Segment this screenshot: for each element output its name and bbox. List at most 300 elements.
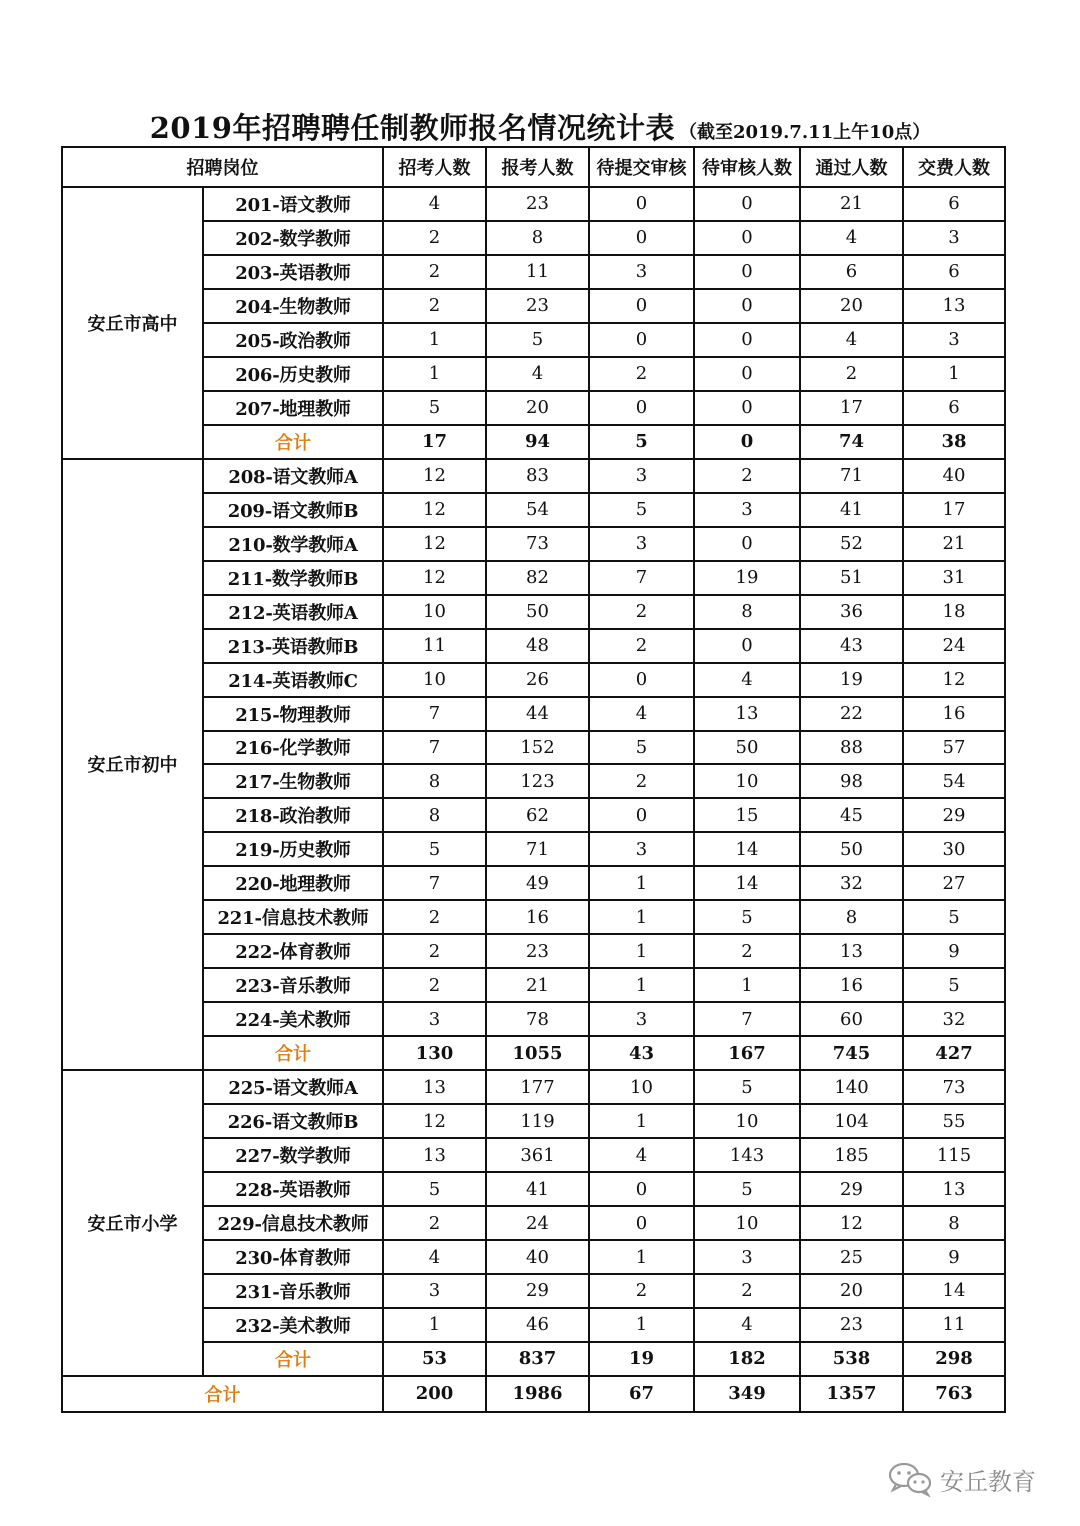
value-cell: 44 — [486, 697, 589, 731]
grand-total-value: 1986 — [486, 1376, 589, 1412]
value-cell: 71 — [486, 832, 589, 866]
value-cell: 9 — [903, 1240, 1005, 1274]
value-cell: 32 — [800, 866, 903, 900]
value-cell: 54 — [486, 493, 589, 527]
value-cell: 1 — [589, 934, 694, 968]
value-cell: 5 — [589, 493, 694, 527]
value-cell: 104 — [800, 1104, 903, 1138]
subtotal-value: 38 — [903, 425, 1005, 459]
value-cell: 98 — [800, 764, 903, 798]
table-row — [62, 934, 1005, 968]
value-cell: 13 — [903, 289, 1005, 323]
table-row — [62, 561, 1005, 595]
subtotal-label: 合计 — [203, 1342, 383, 1376]
watermark — [888, 1461, 1036, 1497]
title-subtitle: （截至2019.7.11上午10点） — [678, 122, 931, 143]
position-cell: 211-数学教师B — [203, 561, 383, 595]
position-cell: 227-数学教师 — [203, 1138, 383, 1172]
value-cell: 62 — [486, 798, 589, 832]
subtotal-value: 182 — [694, 1342, 800, 1376]
grand-total-value: 349 — [694, 1376, 800, 1412]
value-cell: 7 — [383, 866, 486, 900]
value-cell: 143 — [694, 1138, 800, 1172]
position-cell: 231-音乐教师 — [203, 1274, 383, 1308]
position-cell: 215-物理教师 — [203, 697, 383, 731]
value-cell: 0 — [694, 391, 800, 425]
value-cell: 0 — [694, 357, 800, 391]
value-cell: 19 — [694, 561, 800, 595]
value-cell: 5 — [694, 1172, 800, 1206]
value-cell: 0 — [589, 289, 694, 323]
value-cell: 0 — [694, 187, 800, 221]
subtotal-value: 167 — [694, 1036, 800, 1070]
value-cell: 1 — [589, 1104, 694, 1138]
value-cell: 0 — [694, 527, 800, 561]
value-cell: 3 — [589, 1002, 694, 1036]
value-cell: 11 — [486, 255, 589, 289]
subtotal-value: 5 — [589, 425, 694, 459]
value-cell: 4 — [800, 221, 903, 255]
value-cell: 1 — [903, 357, 1005, 391]
value-cell: 5 — [383, 391, 486, 425]
table-row — [62, 493, 1005, 527]
value-cell: 2 — [589, 1274, 694, 1308]
table-row — [62, 663, 1005, 697]
value-cell: 22 — [800, 697, 903, 731]
position-cell: 205-政治教师 — [203, 323, 383, 357]
value-cell: 26 — [486, 663, 589, 697]
value-cell: 3 — [383, 1002, 486, 1036]
value-cell: 78 — [486, 1002, 589, 1036]
position-cell: 224-美术教师 — [203, 1002, 383, 1036]
value-cell: 3 — [589, 527, 694, 561]
value-cell: 0 — [589, 187, 694, 221]
value-cell: 0 — [694, 323, 800, 357]
header-applicants: 报考人数 — [486, 147, 589, 187]
value-cell: 2 — [383, 968, 486, 1002]
value-cell: 6 — [903, 391, 1005, 425]
value-cell: 71 — [800, 459, 903, 493]
value-cell: 12 — [383, 561, 486, 595]
position-cell: 201-语文教师 — [203, 187, 383, 221]
value-cell: 10 — [589, 1070, 694, 1104]
subtotal-row — [62, 1036, 1005, 1070]
table-row — [62, 323, 1005, 357]
value-cell: 29 — [903, 798, 1005, 832]
table-row — [62, 1172, 1005, 1206]
position-cell: 216-化学教师 — [203, 731, 383, 765]
header-pending-submit: 待提交审核 — [589, 147, 694, 187]
value-cell: 17 — [903, 493, 1005, 527]
value-cell: 27 — [903, 866, 1005, 900]
grand-total-row — [62, 1376, 1005, 1412]
value-cell: 6 — [903, 255, 1005, 289]
value-cell: 43 — [800, 629, 903, 663]
value-cell: 29 — [486, 1274, 589, 1308]
value-cell: 52 — [800, 527, 903, 561]
value-cell: 3 — [589, 832, 694, 866]
value-cell: 50 — [800, 832, 903, 866]
table-row — [62, 900, 1005, 934]
value-cell: 54 — [903, 764, 1005, 798]
value-cell: 14 — [903, 1274, 1005, 1308]
subtotal-label: 合计 — [203, 1036, 383, 1070]
value-cell: 12 — [383, 459, 486, 493]
title-main: 2019年招聘聘任制教师报名情况统计表 — [149, 111, 675, 145]
position-cell: 220-地理教师 — [203, 866, 383, 900]
table-row — [62, 1070, 1005, 1104]
value-cell: 13 — [383, 1138, 486, 1172]
header-quota: 招考人数 — [383, 147, 486, 187]
table-row — [62, 798, 1005, 832]
value-cell: 3 — [694, 1240, 800, 1274]
value-cell: 45 — [800, 798, 903, 832]
value-cell: 0 — [694, 289, 800, 323]
header-row — [62, 147, 1005, 187]
value-cell: 16 — [800, 968, 903, 1002]
value-cell: 83 — [486, 459, 589, 493]
value-cell: 7 — [589, 561, 694, 595]
position-cell: 232-美术教师 — [203, 1308, 383, 1342]
position-cell: 208-语文教师A — [203, 459, 383, 493]
value-cell: 4 — [383, 187, 486, 221]
position-cell: 213-英语教师B — [203, 629, 383, 663]
subtotal-value: 94 — [486, 425, 589, 459]
value-cell: 1 — [589, 900, 694, 934]
value-cell: 8 — [383, 764, 486, 798]
value-cell: 4 — [589, 697, 694, 731]
value-cell: 3 — [903, 323, 1005, 357]
value-cell: 15 — [694, 798, 800, 832]
table-row — [62, 629, 1005, 663]
value-cell: 5 — [383, 832, 486, 866]
watermark-text: 安丘教育 — [940, 1467, 1036, 1496]
grand-total-value: 67 — [589, 1376, 694, 1412]
table-row — [62, 459, 1005, 493]
header-paid: 交费人数 — [903, 147, 1005, 187]
subtotal-label: 合计 — [203, 425, 383, 459]
value-cell: 5 — [486, 323, 589, 357]
table-row — [62, 968, 1005, 1002]
subtotal-value: 427 — [903, 1036, 1005, 1070]
value-cell: 13 — [903, 1172, 1005, 1206]
subtotal-value: 538 — [800, 1342, 903, 1376]
value-cell: 0 — [589, 798, 694, 832]
value-cell: 12 — [383, 527, 486, 561]
value-cell: 25 — [800, 1240, 903, 1274]
subtotal-value: 74 — [800, 425, 903, 459]
value-cell: 5 — [383, 1172, 486, 1206]
value-cell: 10 — [694, 764, 800, 798]
value-cell: 41 — [800, 493, 903, 527]
value-cell: 14 — [694, 832, 800, 866]
value-cell: 8 — [800, 900, 903, 934]
position-cell: 221-信息技术教师 — [203, 900, 383, 934]
value-cell: 23 — [486, 934, 589, 968]
table-row — [62, 187, 1005, 221]
header-position: 招聘岗位 — [62, 147, 383, 187]
value-cell: 73 — [903, 1070, 1005, 1104]
value-cell: 1 — [383, 357, 486, 391]
value-cell: 0 — [694, 629, 800, 663]
value-cell: 8 — [903, 1206, 1005, 1240]
position-cell: 203-英语教师 — [203, 255, 383, 289]
subtotal-value: 17 — [383, 425, 486, 459]
position-cell: 219-历史教师 — [203, 832, 383, 866]
table-row — [62, 731, 1005, 765]
value-cell: 5 — [903, 968, 1005, 1002]
position-cell: 230-体育教师 — [203, 1240, 383, 1274]
stats-table — [61, 146, 1006, 1413]
value-cell: 12 — [903, 663, 1005, 697]
value-cell: 10 — [694, 1206, 800, 1240]
value-cell: 2 — [589, 357, 694, 391]
subtotal-row — [62, 425, 1005, 459]
value-cell: 3 — [903, 221, 1005, 255]
grand-total-value: 200 — [383, 1376, 486, 1412]
position-cell: 218-政治教师 — [203, 798, 383, 832]
value-cell: 51 — [800, 561, 903, 595]
subtotal-value: 837 — [486, 1342, 589, 1376]
value-cell: 2 — [694, 1274, 800, 1308]
value-cell: 7 — [383, 731, 486, 765]
table-row — [62, 1206, 1005, 1240]
value-cell: 49 — [486, 866, 589, 900]
value-cell: 19 — [800, 663, 903, 697]
value-cell: 7 — [383, 697, 486, 731]
value-cell: 5 — [589, 731, 694, 765]
value-cell: 2 — [694, 459, 800, 493]
value-cell: 0 — [694, 221, 800, 255]
subtotal-value: 130 — [383, 1036, 486, 1070]
position-cell: 204-生物教师 — [203, 289, 383, 323]
position-cell: 214-英语教师C — [203, 663, 383, 697]
value-cell: 82 — [486, 561, 589, 595]
table-row — [62, 357, 1005, 391]
school-group-label: 安丘市初中 — [62, 459, 203, 1070]
value-cell: 5 — [694, 900, 800, 934]
page-title — [0, 106, 1080, 147]
value-cell: 4 — [383, 1240, 486, 1274]
value-cell: 13 — [694, 697, 800, 731]
subtotal-value: 53 — [383, 1342, 486, 1376]
value-cell: 0 — [589, 323, 694, 357]
table-row — [62, 1138, 1005, 1172]
value-cell: 41 — [486, 1172, 589, 1206]
value-cell: 60 — [800, 1002, 903, 1036]
value-cell: 17 — [800, 391, 903, 425]
subtotal-value: 0 — [694, 425, 800, 459]
value-cell: 29 — [800, 1172, 903, 1206]
value-cell: 13 — [800, 934, 903, 968]
value-cell: 0 — [589, 663, 694, 697]
position-cell: 222-体育教师 — [203, 934, 383, 968]
value-cell: 152 — [486, 731, 589, 765]
value-cell: 2 — [589, 629, 694, 663]
value-cell: 0 — [589, 391, 694, 425]
value-cell: 7 — [694, 1002, 800, 1036]
value-cell: 177 — [486, 1070, 589, 1104]
value-cell: 31 — [903, 561, 1005, 595]
value-cell: 50 — [486, 595, 589, 629]
value-cell: 2 — [383, 900, 486, 934]
value-cell: 21 — [903, 527, 1005, 561]
value-cell: 23 — [800, 1308, 903, 1342]
value-cell: 8 — [694, 595, 800, 629]
value-cell: 11 — [383, 629, 486, 663]
value-cell: 20 — [486, 391, 589, 425]
value-cell: 2 — [383, 1206, 486, 1240]
value-cell: 23 — [486, 289, 589, 323]
value-cell: 12 — [383, 493, 486, 527]
subtotal-value: 1055 — [486, 1036, 589, 1070]
value-cell: 24 — [903, 629, 1005, 663]
table-row — [62, 832, 1005, 866]
position-cell: 228-英语教师 — [203, 1172, 383, 1206]
value-cell: 2 — [383, 934, 486, 968]
subtotal-value: 19 — [589, 1342, 694, 1376]
table-row — [62, 1002, 1005, 1036]
value-cell: 119 — [486, 1104, 589, 1138]
value-cell: 361 — [486, 1138, 589, 1172]
value-cell: 5 — [903, 900, 1005, 934]
table-row — [62, 1104, 1005, 1138]
table-row — [62, 595, 1005, 629]
value-cell: 40 — [486, 1240, 589, 1274]
value-cell: 1 — [589, 1240, 694, 1274]
value-cell: 57 — [903, 731, 1005, 765]
value-cell: 4 — [486, 357, 589, 391]
value-cell: 2 — [694, 934, 800, 968]
subtotal-row — [62, 1342, 1005, 1376]
value-cell: 1 — [694, 968, 800, 1002]
value-cell: 13 — [383, 1070, 486, 1104]
value-cell: 88 — [800, 731, 903, 765]
subtotal-value: 745 — [800, 1036, 903, 1070]
value-cell: 0 — [589, 221, 694, 255]
value-cell: 4 — [694, 1308, 800, 1342]
value-cell: 1 — [589, 866, 694, 900]
value-cell: 12 — [800, 1206, 903, 1240]
school-group-label: 安丘市高中 — [62, 187, 203, 459]
value-cell: 12 — [383, 1104, 486, 1138]
table-row — [62, 764, 1005, 798]
value-cell: 3 — [383, 1274, 486, 1308]
position-cell: 229-信息技术教师 — [203, 1206, 383, 1240]
value-cell: 0 — [589, 1172, 694, 1206]
value-cell: 36 — [800, 595, 903, 629]
value-cell: 1 — [383, 1308, 486, 1342]
value-cell: 9 — [903, 934, 1005, 968]
position-cell: 212-英语教师A — [203, 595, 383, 629]
value-cell: 115 — [903, 1138, 1005, 1172]
position-cell: 209-语文教师B — [203, 493, 383, 527]
table-row — [62, 527, 1005, 561]
value-cell: 10 — [383, 663, 486, 697]
value-cell: 24 — [486, 1206, 589, 1240]
value-cell: 4 — [800, 323, 903, 357]
value-cell: 2 — [383, 255, 486, 289]
value-cell: 2 — [383, 289, 486, 323]
value-cell: 6 — [903, 187, 1005, 221]
subtotal-value: 43 — [589, 1036, 694, 1070]
grand-total-value: 763 — [903, 1376, 1005, 1412]
value-cell: 55 — [903, 1104, 1005, 1138]
position-cell: 210-数学教师A — [203, 527, 383, 561]
value-cell: 4 — [694, 663, 800, 697]
value-cell: 46 — [486, 1308, 589, 1342]
value-cell: 2 — [589, 595, 694, 629]
wechat-icon — [888, 1461, 932, 1497]
value-cell: 0 — [589, 1206, 694, 1240]
table-body — [62, 187, 1005, 1412]
value-cell: 3 — [694, 493, 800, 527]
position-cell: 217-生物教师 — [203, 764, 383, 798]
grand-total-value: 1357 — [800, 1376, 903, 1412]
value-cell: 140 — [800, 1070, 903, 1104]
value-cell: 40 — [903, 459, 1005, 493]
value-cell: 20 — [800, 1274, 903, 1308]
position-cell: 226-语文教师B — [203, 1104, 383, 1138]
value-cell: 8 — [486, 221, 589, 255]
table-row — [62, 289, 1005, 323]
value-cell: 14 — [694, 866, 800, 900]
value-cell: 16 — [486, 900, 589, 934]
value-cell: 8 — [383, 798, 486, 832]
school-group-label: 安丘市小学 — [62, 1070, 203, 1376]
table-row — [62, 1274, 1005, 1308]
value-cell: 32 — [903, 1002, 1005, 1036]
value-cell: 50 — [694, 731, 800, 765]
value-cell: 16 — [903, 697, 1005, 731]
value-cell: 2 — [383, 221, 486, 255]
value-cell: 73 — [486, 527, 589, 561]
value-cell: 10 — [694, 1104, 800, 1138]
value-cell: 0 — [694, 255, 800, 289]
value-cell: 3 — [589, 459, 694, 493]
table-row — [62, 391, 1005, 425]
value-cell: 21 — [800, 187, 903, 221]
value-cell: 6 — [800, 255, 903, 289]
grand-total-label: 合计 — [62, 1376, 383, 1412]
table-row — [62, 221, 1005, 255]
value-cell: 48 — [486, 629, 589, 663]
value-cell: 30 — [903, 832, 1005, 866]
position-cell: 202-数学教师 — [203, 221, 383, 255]
value-cell: 23 — [486, 187, 589, 221]
value-cell: 1 — [383, 323, 486, 357]
value-cell: 11 — [903, 1308, 1005, 1342]
position-cell: 207-地理教师 — [203, 391, 383, 425]
value-cell: 10 — [383, 595, 486, 629]
value-cell: 20 — [800, 289, 903, 323]
value-cell: 2 — [589, 764, 694, 798]
value-cell: 2 — [800, 357, 903, 391]
value-cell: 185 — [800, 1138, 903, 1172]
table-row — [62, 866, 1005, 900]
position-cell: 206-历史教师 — [203, 357, 383, 391]
table-row — [62, 1308, 1005, 1342]
value-cell: 4 — [589, 1138, 694, 1172]
value-cell: 21 — [486, 968, 589, 1002]
subtotal-value: 298 — [903, 1342, 1005, 1376]
table-row — [62, 697, 1005, 731]
header-pending-review: 待审核人数 — [694, 147, 800, 187]
value-cell: 123 — [486, 764, 589, 798]
position-cell: 223-音乐教师 — [203, 968, 383, 1002]
table-row — [62, 255, 1005, 289]
position-cell: 225-语文教师A — [203, 1070, 383, 1104]
